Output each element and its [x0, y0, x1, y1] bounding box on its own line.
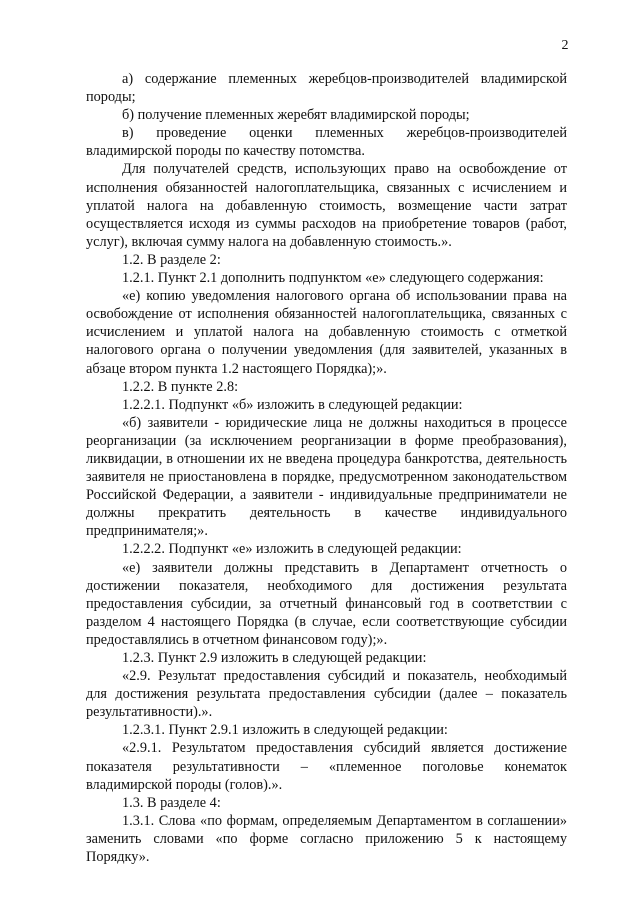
paragraph-1-3-1: 1.3.1. Слова «по формам, определяемым Департаментом в соглашении» заменить словами «по форме согласно приложению 5 к настоящему Порядку».: [86, 812, 567, 866]
document-body: [86, 70, 567, 866]
paragraph-vat-clause: Для получателей средств, использующих право на освобождение от исполнения обязанностей налогоплательщика, связанных с исчислением и уплатой налога на добавленную стоимость, возмещение части затрат осуществляется исходя из суммы расходов на приобретение товаров (работ, услуг), включая сумму налога на добавленную стоимость.».: [86, 161, 567, 250]
paragraph-quote-2-9-1: «2.9.1. Результатом предоставления субсидий является достижение показателя результативности – «племенное поголовье конематок владимирской породы (голов).».: [86, 740, 567, 793]
paragraph-quote-e-copy: «е) копию уведомления налогового органа об использовании права на освобождение от исполнения обязанностей налогоплательщика, связанных с исчислением и уплатой налога на добавленную стоимость с отметкой налогового органа о получении уведомления (для заявителей, указанных в абзаце втором пункта 1.2 настоящего Порядка);».: [86, 288, 567, 377]
paragraph-1-2-2-1: 1.2.2.1. Подпункт «б» изложить в следующей редакции:: [122, 396, 463, 413]
paragraph-quote-b-applicants: «б) заявители - юридические лица не должны находиться в процессе реорганизации (за исключением реорганизации в форме преобразования), ликвидации, в отношении их не введена процедура банкротства, деятельность заявителя не приостановлена в порядке, предусмотренном законодательством Российской Федерации, а заявители - индивидуальные предприниматели не должны прекратить деятельность в качестве индивидуального предпринимателя;».: [86, 414, 567, 540]
paragraph-quote-2-9: «2.9. Результат предоставления субсидий и показатель, необходимый для достижения результата предоставления субсидии (далее – показатель результативности).».: [86, 668, 567, 721]
paragraph-1-2-2: 1.2.2. В пункте 2.8:: [122, 378, 239, 395]
paragraph-1-3: 1.3. В разделе 4:: [122, 794, 221, 811]
paragraph-item-a: а) содержание племенных жеребцов-производителей владимирской породы;: [86, 71, 567, 106]
paragraph-1-2-3-1: 1.2.3.1. Пункт 2.9.1 изложить в следующей редакции:: [122, 722, 448, 739]
page-number: 2: [561, 38, 569, 53]
paragraph-1-2: 1.2. В разделе 2:: [122, 251, 221, 268]
paragraph-quote-e-reporting: «е) заявители должны представить в Департамент отчетность о достижении показателя, необходимого для достижения результата предоставления субсидии, за отчетный финансовый год в соответствии с разделом 4 настоящего Порядка (в случае, если соответствующие субсидии предоставлялись в отчетном финансовом году);».: [86, 559, 567, 648]
paragraph-1-2-3: 1.2.3. Пункт 2.9 изложить в следующей редакции:: [122, 650, 427, 666]
paragraph-item-v: в) проведение оценки племенных жеребцов-производителей владимирской породы по качеству потомства.: [86, 125, 567, 160]
paragraph-1-2-1: 1.2.1. Пункт 2.1 дополнить подпунктом «е» следующего содержания:: [122, 270, 544, 287]
paragraph-1-2-2-2: 1.2.2.2. Подпункт «е» изложить в следующей редакции:: [122, 541, 462, 558]
paragraph-item-b: б) получение племенных жеребят владимирской породы;: [122, 107, 470, 124]
